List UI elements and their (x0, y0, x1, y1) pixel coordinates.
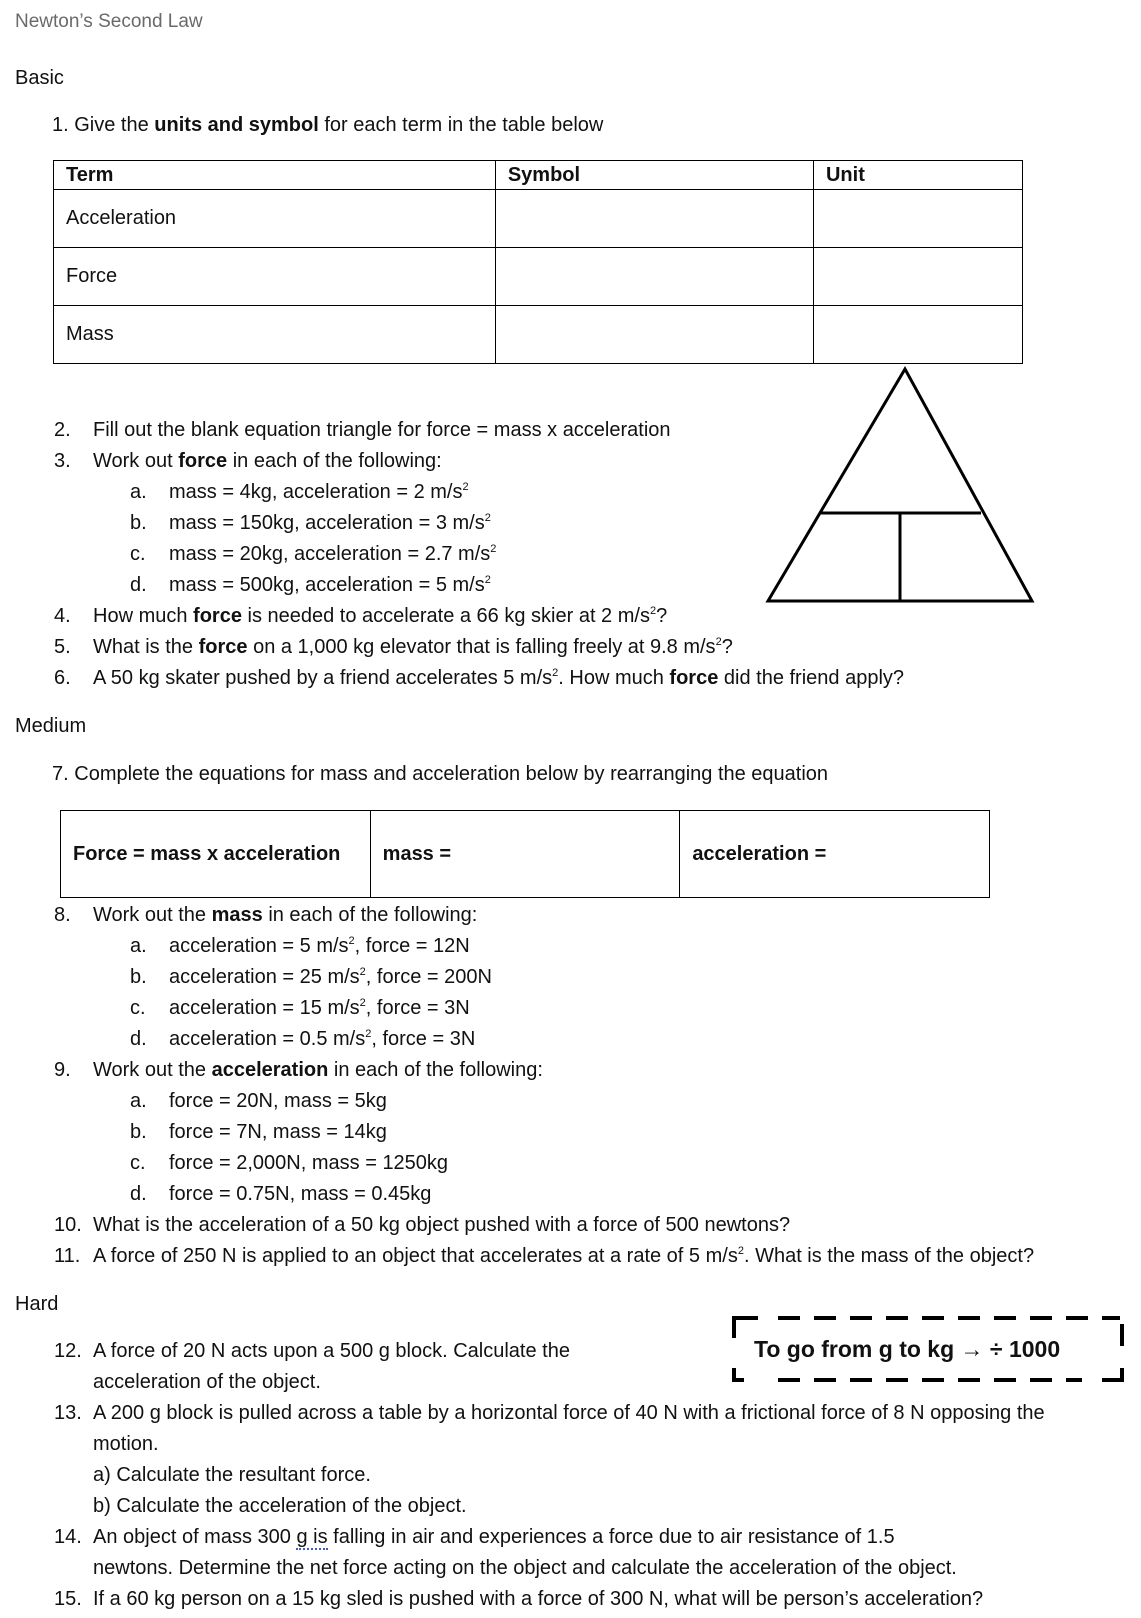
question-number: 5. (54, 636, 71, 658)
question-number: 4. (54, 605, 71, 627)
item-text: mass = 20kg, acceleration = 2.7 $m/s^2$ (169, 543, 497, 565)
question-7: 7. Complete the equations for mass and acceleration below by rearranging the equation (52, 763, 829, 785)
item-letter: b. (130, 1121, 147, 1143)
item-letter: c. (130, 543, 146, 565)
question-11-text: A force of 250 N is applied to an object that accelerates at a rate of 5 $m/s^2$. What is the mass of the object? (93, 1245, 1035, 1267)
item-letter: a. (130, 481, 147, 503)
item-text: mass = 4kg, acceleration = 2 $m/s^2$ (169, 481, 469, 503)
question-5-text: What is the force on a 1,000 kg elevator that is falling freely at 9.8 $m/s^2$? (93, 636, 733, 658)
question-8-text: Work out the mass in each of the following: (93, 904, 478, 926)
table-row (54, 190, 1023, 248)
item-letter: b. (130, 512, 147, 534)
question-number: 6. (54, 667, 71, 689)
question-2-text: Fill out the blank equation triangle for force = mass x acceleration (93, 419, 671, 441)
unit-blank-cell[interactable] (813, 248, 1022, 306)
question-number: 11. (54, 1245, 81, 1267)
item-letter: a. (130, 1090, 147, 1112)
question-number: 15. (54, 1588, 82, 1610)
question-14-line1: An object of mass 300 g is falling in air and experiences a force due to air resistance of 1.5 (93, 1526, 895, 1548)
item-text: acceleration = 25 $m/s^2$, force = 200N (169, 966, 492, 988)
symbol-blank-cell[interactable] (495, 306, 813, 364)
header-unit: Unit (813, 161, 1022, 190)
question-number: 12. (54, 1340, 82, 1362)
question-number: 14. (54, 1526, 82, 1548)
rearrange-equation-table (60, 810, 990, 898)
question-number: 8. (54, 904, 71, 926)
header-term: Term (54, 161, 496, 190)
question-number: 13. (54, 1402, 82, 1424)
section-heading-medium: Medium (15, 715, 87, 737)
question-1: 1. Give the units and symbol for each term in the table below (52, 114, 604, 136)
item-text: force = 2,000N, mass = 1250kg (169, 1152, 449, 1174)
header-symbol: Symbol (495, 161, 813, 190)
question-3-text: Work out force in each of the following: (93, 450, 442, 472)
question-12-line1: A force of 20 N acts upon a 500 g block. Calculate the (93, 1340, 570, 1362)
table-header-row (54, 161, 1023, 190)
question-number: 7. (52, 763, 69, 785)
table-row (61, 811, 990, 898)
item-letter: a. (130, 935, 147, 957)
term-cell: Force (54, 248, 496, 306)
question-15-text: If a 60 kg person on a 15 kg sled is pushed with a force of 300 N, what will be person’s acceleration? (93, 1588, 984, 1610)
question-13-line1: A 200 g block is pulled across a table by a horizontal force of 40 N with a frictional force of 8 N opposing the (93, 1402, 1045, 1424)
item-text: mass = 150kg, acceleration = 3 $m/s^2$ (169, 512, 491, 534)
symbol-blank-cell[interactable] (495, 190, 813, 248)
document-title: Newton’s Second Law (15, 11, 203, 32)
question-number: 3. (54, 450, 71, 472)
question-number: 2. (54, 419, 71, 441)
question-number: 9. (54, 1059, 71, 1081)
question-6-text: A 50 kg skater pushed by a friend accelerates 5 $m/s^2$. How much force did the friend apply? (93, 667, 905, 689)
section-heading-hard: Hard (15, 1293, 59, 1315)
item-letter: d. (130, 1183, 147, 1205)
item-text: force = 0.75N, mass = 0.45kg (169, 1183, 432, 1205)
symbol-blank-cell[interactable] (495, 248, 813, 306)
item-letter: c. (130, 997, 146, 1019)
item-text: mass = 500kg, acceleration = 5 $m/s^2$ (169, 574, 491, 596)
item-text: acceleration = 15 $m/s^2$, force = 3N (169, 997, 470, 1019)
question-14-line2: newtons. Determine the net force acting on the object and calculate the acceleration of the object. (93, 1557, 957, 1579)
unit-blank-cell[interactable] (813, 190, 1022, 248)
force-equation-cell: Force = mass x acceleration (61, 811, 371, 898)
question-13-line2: motion. (93, 1433, 159, 1455)
question-number: 10. (54, 1214, 82, 1236)
table-row (54, 306, 1023, 364)
item-letter: d. (130, 1028, 147, 1050)
question-number: 1. (52, 114, 69, 136)
conversion-tip-box (732, 1316, 1126, 1382)
question-13-part-b: b) Calculate the acceleration of the object. (93, 1495, 467, 1517)
item-text: acceleration = 5 $m/s^2$, force = 12N (169, 935, 470, 957)
item-text: acceleration = 0.5 $m/s^2$, force = 3N (169, 1028, 476, 1050)
item-text: force = 7N, mass = 14kg (169, 1121, 387, 1143)
table-row (54, 248, 1023, 306)
item-letter: b. (130, 966, 147, 988)
term-cell: Mass (54, 306, 496, 364)
question-13-part-a: a) Calculate the resultant force. (93, 1464, 371, 1486)
question-9-text: Work out the acceleration in each of the following: (93, 1059, 543, 1081)
question-10-text: What is the acceleration of a 50 kg object pushed with a force of 500 newtons? (93, 1214, 791, 1236)
item-letter: c. (130, 1152, 146, 1174)
question-12-line2: acceleration of the object. (93, 1371, 321, 1393)
acceleration-equation-cell[interactable]: acceleration = (680, 811, 990, 898)
section-heading-basic: Basic (15, 67, 64, 89)
term-cell: Acceleration (54, 190, 496, 248)
terms-table (53, 160, 1023, 364)
equation-triangle-diagram (765, 365, 1045, 605)
unit-blank-cell[interactable] (813, 306, 1022, 364)
tip-text: To go from g to kg → ÷ 1000 (754, 1336, 1061, 1362)
question-4-text: How much force is needed to accelerate a 66 kg skier at 2 $m/s^2$? (93, 605, 668, 627)
item-text: force = 20N, mass = 5kg (169, 1090, 387, 1112)
item-letter: d. (130, 574, 147, 596)
mass-equation-cell[interactable]: mass = (370, 811, 680, 898)
